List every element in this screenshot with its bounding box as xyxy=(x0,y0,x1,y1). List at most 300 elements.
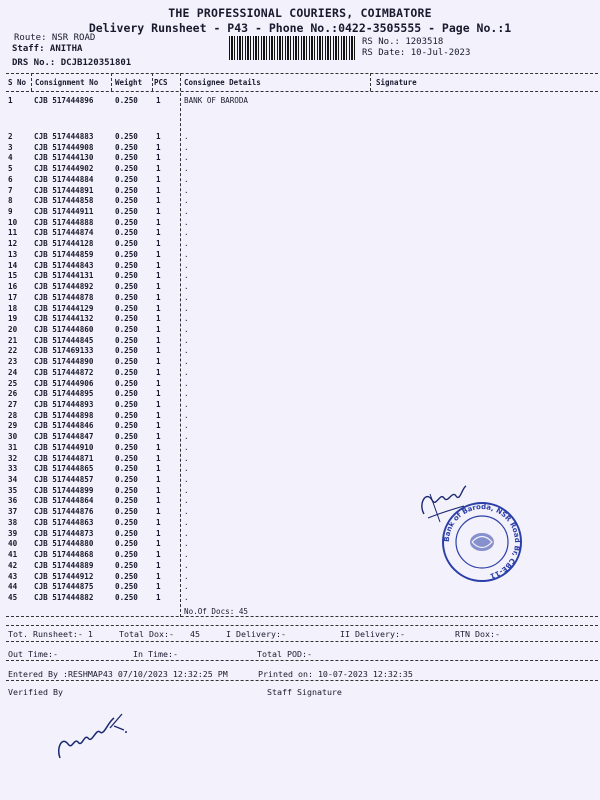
row-consignee-details: . xyxy=(184,335,189,345)
row-consignee-details: BANK OF BARODA xyxy=(184,96,249,105)
row-consignment-no: CJB 517444846 xyxy=(34,421,94,431)
row-consignment-no: CJB 517444890 xyxy=(34,357,94,367)
row-pcs: 1 xyxy=(156,314,161,324)
table-row xyxy=(0,336,600,347)
row-pcs: 1 xyxy=(156,421,161,431)
row-consignment-no: CJB 517444883 xyxy=(34,132,94,141)
total-dox-label: Total Dox:- xyxy=(119,629,174,639)
table-row xyxy=(0,218,600,229)
row-consignment-no: CJB 517444876 xyxy=(34,507,94,517)
row-pcs: 1 xyxy=(156,185,161,195)
row-consignment-no: CJB 517444864 xyxy=(34,496,94,506)
row-weight: 0.250 xyxy=(115,357,138,367)
row-sno: 32 xyxy=(8,453,18,463)
row-consignment-no: CJB 517444896 xyxy=(34,96,94,105)
barcode xyxy=(229,36,357,60)
table-row xyxy=(0,400,600,411)
row-pcs: 1 xyxy=(156,217,161,227)
row-pcs: 1 xyxy=(156,271,161,281)
row-consignee-details: . xyxy=(184,282,189,292)
row-consignment-no: CJB 517444893 xyxy=(34,400,94,409)
table-row xyxy=(0,153,600,164)
row-weight: 0.250 xyxy=(115,303,138,313)
row-pcs: 1 xyxy=(156,303,161,313)
row-consignee-details: . xyxy=(184,592,189,602)
row-consignment-no: CJB 517444868 xyxy=(34,550,94,560)
row-pcs: 1 xyxy=(156,485,161,495)
row-sno: 23 xyxy=(8,357,18,367)
table-row xyxy=(0,432,600,443)
in-time: In Time:- xyxy=(133,649,178,659)
table-row xyxy=(0,293,600,304)
row-pcs: 1 xyxy=(156,324,161,334)
row-weight: 0.250 xyxy=(115,324,138,334)
table-row xyxy=(0,196,600,207)
i-delivery: I Delivery:- xyxy=(226,629,286,639)
row-sno: 29 xyxy=(8,421,18,431)
row-consignee-details: . xyxy=(184,582,189,592)
row-weight: 0.250 xyxy=(115,389,138,399)
row-sno: 33 xyxy=(8,464,18,474)
row-pcs: 1 xyxy=(156,207,161,217)
row-sno: 8 xyxy=(8,196,13,206)
row-weight: 0.250 xyxy=(115,507,138,517)
row-weight: 0.250 xyxy=(115,271,138,281)
row-pcs: 1 xyxy=(156,432,161,442)
table-row xyxy=(0,454,600,465)
row-sno: 19 xyxy=(8,314,18,324)
row-consignee-details: . xyxy=(184,260,189,270)
footer-line xyxy=(6,660,598,661)
row-weight: 0.250 xyxy=(115,142,138,152)
row-pcs: 1 xyxy=(156,410,161,420)
row-pcs: 1 xyxy=(156,550,161,560)
verifier-signature xyxy=(52,708,132,768)
row-pcs: 1 xyxy=(156,582,161,592)
row-weight: 0.250 xyxy=(115,410,138,420)
row-consignee-details: . xyxy=(184,475,189,485)
table-row xyxy=(0,325,600,336)
row-consignment-no: CJB 517444908 xyxy=(34,142,94,152)
row-consignee-details: . xyxy=(184,185,189,195)
col-header-consignment: Consignment No xyxy=(35,78,99,87)
out-time: Out Time:- xyxy=(8,649,58,659)
row-consignment-no: CJB 517444128 xyxy=(34,239,94,249)
row-consignee-details: . xyxy=(184,550,189,560)
table-row xyxy=(0,486,600,497)
row-weight: 0.250 xyxy=(115,207,138,217)
runsheet-subtitle: Delivery Runsheet - P43 - Phone No.:0422-3505555 - Page No.:1 xyxy=(88,21,512,35)
col-divider xyxy=(152,73,153,91)
row-weight: 0.250 xyxy=(115,196,138,206)
row-sno: 2 xyxy=(8,132,13,141)
row-consignee-details: . xyxy=(184,357,189,367)
row-sno: 27 xyxy=(8,400,18,409)
row-sno: 16 xyxy=(8,282,18,292)
table-row xyxy=(0,421,600,432)
table-row xyxy=(0,239,600,250)
row-consignee-details: . xyxy=(184,228,189,238)
row-weight: 0.250 xyxy=(115,560,138,570)
row-consignment-no: CJB 517444845 xyxy=(34,335,94,345)
row-consignee-details: . xyxy=(184,207,189,217)
row-consignee-details: . xyxy=(184,153,189,163)
row-sno: 41 xyxy=(8,550,18,560)
table-row xyxy=(0,207,600,218)
row-consignee-details: . xyxy=(184,314,189,324)
row-pcs: 1 xyxy=(156,592,161,602)
row-consignee-details: . xyxy=(184,196,189,206)
row-pcs: 1 xyxy=(156,453,161,463)
row-pcs: 1 xyxy=(156,400,161,409)
row-consignee-details: . xyxy=(184,410,189,420)
row-weight: 0.250 xyxy=(115,185,138,195)
row-sno: 44 xyxy=(8,582,18,592)
row-sno: 40 xyxy=(8,539,18,549)
row-weight: 0.250 xyxy=(115,367,138,377)
table-row xyxy=(0,271,600,282)
table-row xyxy=(0,582,600,593)
row-weight: 0.250 xyxy=(115,592,138,602)
row-consignment-no: CJB 517444843 xyxy=(34,260,94,270)
table-row xyxy=(0,368,600,379)
row-weight: 0.250 xyxy=(115,400,138,409)
row-consignee-details: . xyxy=(184,464,189,474)
row-sno: 4 xyxy=(8,153,13,163)
row-sno: 26 xyxy=(8,389,18,399)
row-consignment-no: CJB 517444898 xyxy=(34,410,94,420)
row-consignee-details: . xyxy=(184,271,189,281)
row-consignment-no: CJB 517444860 xyxy=(34,324,94,334)
row-consignee-details: . xyxy=(184,560,189,570)
row-weight: 0.250 xyxy=(115,174,138,184)
row-pcs: 1 xyxy=(156,228,161,238)
row-consignee-details: . xyxy=(184,507,189,517)
row-pcs: 1 xyxy=(156,142,161,152)
row-pcs: 1 xyxy=(156,239,161,249)
row-pcs: 1 xyxy=(156,260,161,270)
drs-number: DRS No.: DCJB120351801 xyxy=(12,58,132,68)
table-bottom-line xyxy=(6,616,598,617)
row-weight: 0.250 xyxy=(115,475,138,485)
row-consignee-details: . xyxy=(184,303,189,313)
row-sno: 24 xyxy=(8,367,18,377)
rs-number: RS No.: 1203518 xyxy=(362,37,444,47)
printed-on: Printed on: 10-07-2023 12:32:35 xyxy=(258,669,413,679)
col-divider xyxy=(31,73,32,91)
row-pcs: 1 xyxy=(156,475,161,485)
row-pcs: 1 xyxy=(156,174,161,184)
table-row xyxy=(0,411,600,422)
row-pcs: 1 xyxy=(156,442,161,452)
row-sno: 39 xyxy=(8,528,18,538)
row-consignee-details: . xyxy=(184,496,189,506)
row-consignment-no: CJB 517444891 xyxy=(34,185,94,195)
row-consignment-no: CJB 517444880 xyxy=(34,539,94,549)
row-pcs: 1 xyxy=(156,507,161,517)
row-pcs: 1 xyxy=(156,560,161,570)
row-consignee-details: . xyxy=(184,217,189,227)
row-consignee-details: . xyxy=(184,239,189,249)
row-sno: 5 xyxy=(8,164,13,174)
row-consignment-no: CJB 517444863 xyxy=(34,517,94,527)
no-of-docs: No.Of Docs: 45 xyxy=(184,607,249,616)
row-consignee-details: . xyxy=(184,389,189,399)
row-weight: 0.250 xyxy=(115,432,138,442)
footer-line xyxy=(6,641,598,642)
row-consignment-no: CJB 517444902 xyxy=(34,164,94,174)
row-consignment-no: CJB 517444878 xyxy=(34,292,94,302)
row-consignment-no: CJB 517444875 xyxy=(34,582,94,592)
row-weight: 0.250 xyxy=(115,335,138,345)
row-weight: 0.250 xyxy=(115,378,138,388)
row-sno: 28 xyxy=(8,410,18,420)
table-row xyxy=(0,282,600,293)
row-pcs: 1 xyxy=(156,196,161,206)
row-consignee-details: . xyxy=(184,517,189,527)
table-row xyxy=(0,346,600,357)
row-consignee-details: . xyxy=(184,453,189,463)
row-consignee-details: . xyxy=(184,485,189,495)
row-weight: 0.250 xyxy=(115,582,138,592)
row-sno: 3 xyxy=(8,142,13,152)
row-weight: 0.250 xyxy=(115,260,138,270)
row-weight: 0.250 xyxy=(115,153,138,163)
row-consignment-no: CJB 517444912 xyxy=(34,571,94,581)
staff-signature-label: Staff Signature xyxy=(267,687,342,697)
col-header-sno: S No xyxy=(8,78,27,87)
row-pcs: 1 xyxy=(156,249,161,259)
row-weight: 0.250 xyxy=(115,517,138,527)
row-pcs: 1 xyxy=(156,464,161,474)
row-consignment-no: CJB 517444873 xyxy=(34,528,94,538)
row-pcs: 1 xyxy=(156,346,161,356)
table-row xyxy=(0,143,600,154)
total-pod: Total POD:- xyxy=(257,649,312,659)
row-weight: 0.250 xyxy=(115,346,138,356)
row-weight: 0.250 xyxy=(115,550,138,560)
row-weight: 0.250 xyxy=(115,164,138,174)
row-consignment-no: CJB 517444895 xyxy=(34,389,94,399)
row-sno: 42 xyxy=(8,560,18,570)
table-top-line xyxy=(6,73,598,74)
footer-line xyxy=(6,680,598,681)
row-consignee-details: . xyxy=(184,292,189,302)
row-consignment-no: CJB 517444911 xyxy=(34,207,94,217)
table-row xyxy=(0,304,600,315)
row-consignee-details: . xyxy=(184,378,189,388)
staff-label: Staff: ANITHA xyxy=(12,44,83,54)
row-sno: 30 xyxy=(8,432,18,442)
row-pcs: 1 xyxy=(156,96,161,105)
row-sno: 14 xyxy=(8,260,18,270)
row-consignment-no: CJB 517444888 xyxy=(34,217,94,227)
table-row xyxy=(0,96,600,107)
row-sno: 35 xyxy=(8,485,18,495)
row-pcs: 1 xyxy=(156,389,161,399)
row-consignment-no: CJB 517444847 xyxy=(34,432,94,442)
row-sno: 37 xyxy=(8,507,18,517)
row-consignment-no: CJB 517444882 xyxy=(34,592,94,602)
row-consignee-details: . xyxy=(184,174,189,184)
row-weight: 0.250 xyxy=(115,539,138,549)
row-weight: 0.250 xyxy=(115,132,138,141)
row-pcs: 1 xyxy=(156,132,161,141)
row-pcs: 1 xyxy=(156,517,161,527)
col-divider xyxy=(111,73,112,91)
col-header-pcs: PCS xyxy=(154,78,168,87)
row-consignee-details: . xyxy=(184,249,189,259)
row-sno: 36 xyxy=(8,496,18,506)
row-consignee-details: . xyxy=(184,421,189,431)
row-consignee-details: . xyxy=(184,164,189,174)
row-weight: 0.250 xyxy=(115,571,138,581)
row-consignment-no: CJB 517444871 xyxy=(34,453,94,463)
row-sno: 31 xyxy=(8,442,18,452)
row-weight: 0.250 xyxy=(115,314,138,324)
row-pcs: 1 xyxy=(156,378,161,388)
table-row xyxy=(0,261,600,272)
row-consignee-details: . xyxy=(184,400,189,409)
table-row xyxy=(0,175,600,186)
row-pcs: 1 xyxy=(156,164,161,174)
table-row xyxy=(0,186,600,197)
row-pcs: 1 xyxy=(156,539,161,549)
company-title: THE PROFESSIONAL COURIERS, COIMBATORE xyxy=(168,6,432,20)
row-sno: 21 xyxy=(8,335,18,345)
row-consignee-details: . xyxy=(184,432,189,442)
row-sno: 13 xyxy=(8,249,18,259)
row-consignment-no: CJB 517469133 xyxy=(34,346,94,356)
table-row xyxy=(0,443,600,454)
row-sno: 18 xyxy=(8,303,18,313)
row-weight: 0.250 xyxy=(115,442,138,452)
row-pcs: 1 xyxy=(156,153,161,163)
table-header-line xyxy=(6,91,598,92)
table-row xyxy=(0,164,600,175)
row-sno: 20 xyxy=(8,324,18,334)
row-sno: 17 xyxy=(8,292,18,302)
row-consignee-details: . xyxy=(184,571,189,581)
row-pcs: 1 xyxy=(156,335,161,345)
col-header-weight: Weight xyxy=(115,78,143,87)
row-pcs: 1 xyxy=(156,282,161,292)
row-consignment-no: CJB 517444131 xyxy=(34,271,94,281)
row-consignee-details: . xyxy=(184,142,189,152)
row-weight: 0.250 xyxy=(115,453,138,463)
row-weight: 0.250 xyxy=(115,282,138,292)
row-consignee-details: . xyxy=(184,528,189,538)
row-consignment-no: CJB 517444865 xyxy=(34,464,94,474)
ii-delivery: II Delivery:- xyxy=(340,629,405,639)
table-row xyxy=(0,464,600,475)
row-weight: 0.250 xyxy=(115,217,138,227)
stamp-text: Bank of Baroda, NSR Road Br, CBE-11 xyxy=(442,502,522,580)
row-sno: 12 xyxy=(8,239,18,249)
row-sno: 7 xyxy=(8,185,13,195)
row-sno: 9 xyxy=(8,207,13,217)
row-consignee-details: . xyxy=(184,132,189,141)
row-sno: 34 xyxy=(8,475,18,485)
footer-top-line xyxy=(6,625,598,626)
total-runsheet: Tot. Runsheet:- 1 xyxy=(8,629,93,639)
row-sno: 38 xyxy=(8,517,18,527)
row-sno: 15 xyxy=(8,271,18,281)
row-pcs: 1 xyxy=(156,571,161,581)
row-weight: 0.250 xyxy=(115,421,138,431)
row-weight: 0.250 xyxy=(115,528,138,538)
row-consignee-details: . xyxy=(184,346,189,356)
row-consignee-details: . xyxy=(184,442,189,452)
table-row xyxy=(0,357,600,368)
col-divider xyxy=(370,73,371,91)
row-sno: 43 xyxy=(8,571,18,581)
route-label: Route: NSR ROAD xyxy=(14,33,96,43)
table-row xyxy=(0,593,600,604)
col-header-signature: Signature xyxy=(376,78,417,87)
rtn-dox: RTN Dox:- xyxy=(455,629,500,639)
row-pcs: 1 xyxy=(156,528,161,538)
row-pcs: 1 xyxy=(156,292,161,302)
row-sno: 10 xyxy=(8,217,18,227)
row-consignment-no: CJB 517444130 xyxy=(34,153,94,163)
row-consignment-no: CJB 517444892 xyxy=(34,282,94,292)
row-pcs: 1 xyxy=(156,367,161,377)
table-row xyxy=(0,475,600,486)
row-consignment-no: CJB 517444884 xyxy=(34,174,94,184)
table-row xyxy=(0,389,600,400)
row-sno: 22 xyxy=(8,346,18,356)
row-consignment-no: CJB 517444889 xyxy=(34,560,94,570)
row-weight: 0.250 xyxy=(115,496,138,506)
row-weight: 0.250 xyxy=(115,96,138,105)
row-consignment-no: CJB 517444910 xyxy=(34,442,94,452)
row-consignment-no: CJB 517444129 xyxy=(34,303,94,313)
row-consignee-details: . xyxy=(184,367,189,377)
row-consignment-no: CJB 517444872 xyxy=(34,367,94,377)
row-weight: 0.250 xyxy=(115,228,138,238)
table-row xyxy=(0,250,600,261)
table-row xyxy=(0,132,600,143)
row-consignment-no: CJB 517444858 xyxy=(34,196,94,206)
row-consignee-details: . xyxy=(184,539,189,549)
rs-date: RS Date: 10-Jul-2023 xyxy=(362,48,471,58)
row-consignment-no: CJB 517444132 xyxy=(34,314,94,324)
entered-by: Entered By :RESHMAP43 07/10/2023 12:32:25 PM xyxy=(8,669,228,679)
row-pcs: 1 xyxy=(156,357,161,367)
total-dox-value: 45 xyxy=(190,629,200,639)
row-pcs: 1 xyxy=(156,496,161,506)
row-consignment-no: CJB 517444899 xyxy=(34,485,94,495)
row-sno: 1 xyxy=(8,96,13,105)
row-consignment-no: CJB 517444857 xyxy=(34,475,94,485)
table-row xyxy=(0,228,600,239)
col-header-details: Consignee Details xyxy=(184,78,261,87)
row-consignment-no: CJB 517444859 xyxy=(34,249,94,259)
row-sno: 6 xyxy=(8,174,13,184)
row-weight: 0.250 xyxy=(115,485,138,495)
row-sno: 11 xyxy=(8,228,18,238)
row-weight: 0.250 xyxy=(115,249,138,259)
row-sno: 45 xyxy=(8,592,18,602)
row-weight: 0.250 xyxy=(115,464,138,474)
verified-by: Verified By xyxy=(8,687,63,697)
bank-stamp xyxy=(441,501,523,583)
row-consignment-no: CJB 517444874 xyxy=(34,228,94,238)
row-sno: 25 xyxy=(8,378,18,388)
row-consignee-details: . xyxy=(184,324,189,334)
row-weight: 0.250 xyxy=(115,239,138,249)
